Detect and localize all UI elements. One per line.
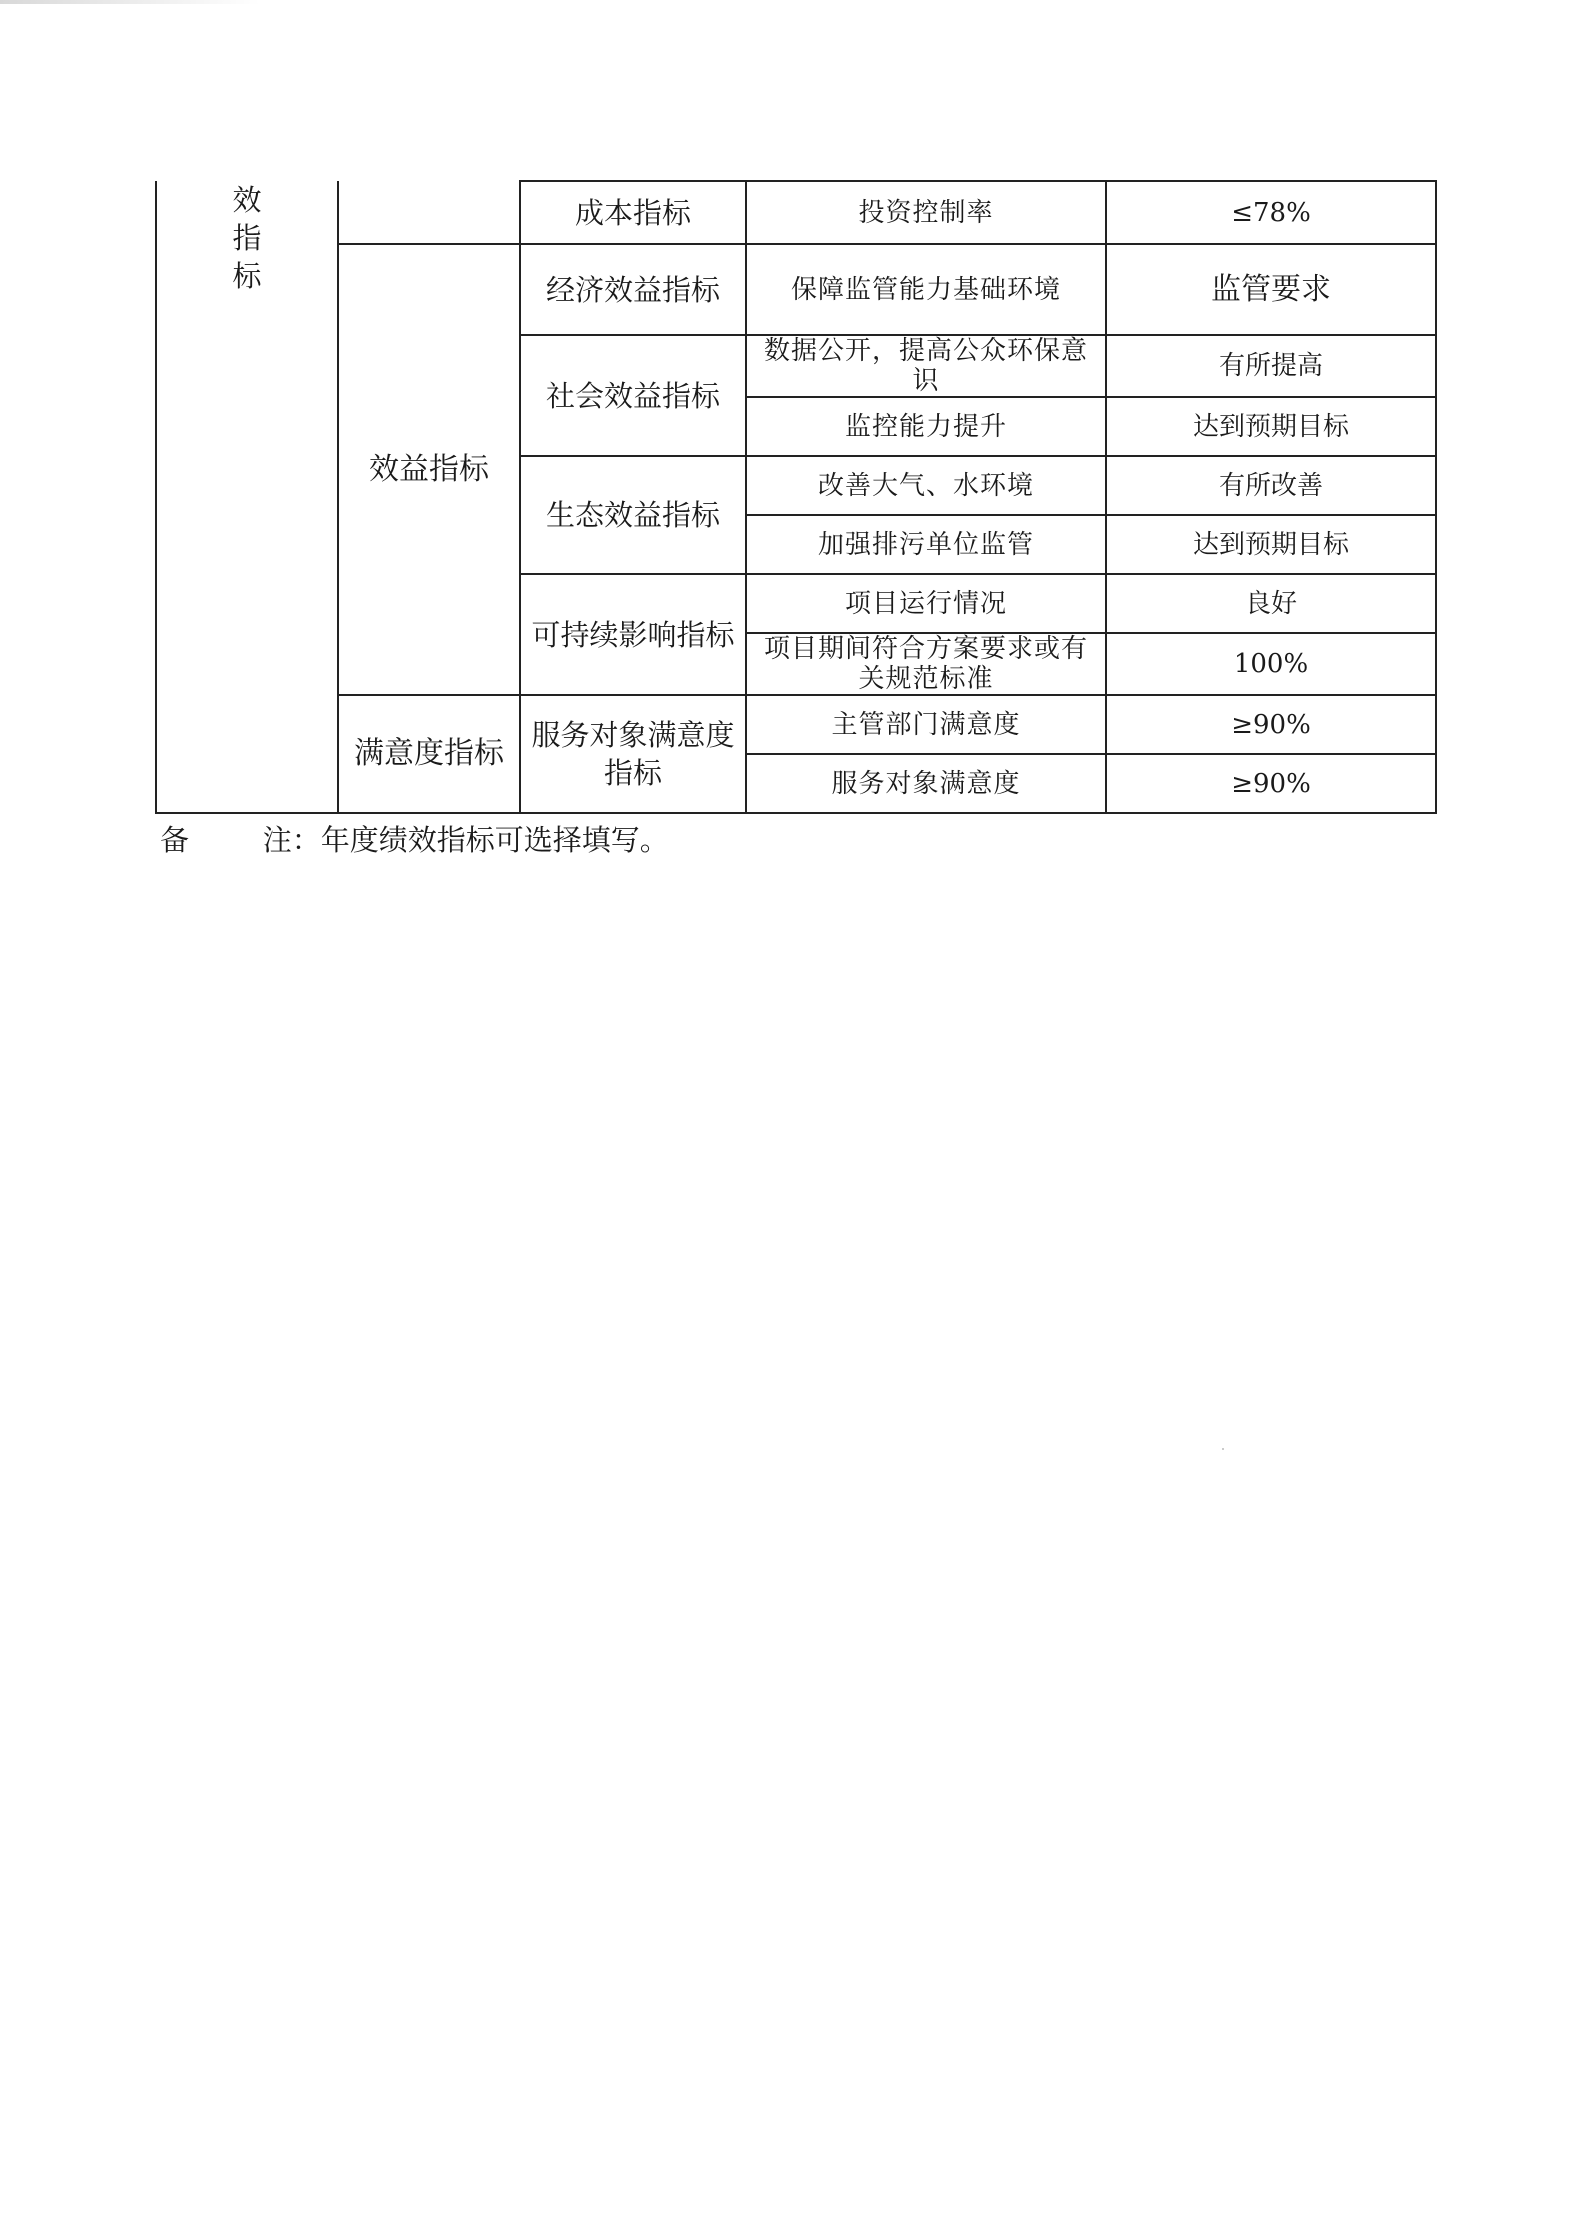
level2-indicator-cell: 满意度指标 [338,695,520,813]
target-value-cell: 监管要求 [1106,244,1436,335]
level1-indicator-label: 效指标 [232,183,262,293]
table-footnote [160,822,669,858]
performance-indicator-table [155,180,1437,814]
indicator-cell: 监控能力提升 [746,397,1106,456]
level3-indicator-cell: 可持续影响指标 [520,574,746,695]
level2-indicator-cell-empty [338,181,520,244]
target-value-cell: 达到预期目标 [1106,397,1436,456]
target-value-cell: 良好 [1106,574,1436,633]
table-row [156,695,1436,754]
level3-indicator-cell: 生态效益指标 [520,456,746,574]
indicator-cell: 改善大气、水环境 [746,456,1106,515]
target-value-cell: 有所提高 [1106,335,1436,397]
target-value-cell: ≥90% [1106,754,1436,813]
indicator-cell: 投资控制率 [746,181,1106,244]
target-value-cell: ≥90% [1106,695,1436,754]
level3-indicator-cell: 成本指标 [520,181,746,244]
target-value-cell: 100% [1106,633,1436,695]
indicator-cell: 服务对象满意度 [746,754,1106,813]
target-value-cell: 达到预期目标 [1106,515,1436,574]
scan-edge-mark [0,0,260,4]
target-value-cell: 有所改善 [1106,456,1436,515]
footnote-label: 备 [160,823,190,857]
level2-indicator-cell: 效益指标 [338,244,520,695]
table-row [156,244,1436,335]
target-value-cell: ≤78% [1106,181,1436,244]
level3-indicator-cell: 经济效益指标 [520,244,746,335]
indicator-cell: 项目期间符合方案要求或有关规范标准 [746,633,1106,695]
indicator-cell: 保障监管能力基础环境 [746,244,1106,335]
indicator-cell: 加强排污单位监管 [746,515,1106,574]
level1-indicator-cell [156,181,338,813]
level3-indicator-cell: 社会效益指标 [520,335,746,456]
indicator-cell: 数据公开，提高公众环保意识 [746,335,1106,397]
scan-speck [1222,1448,1224,1450]
indicator-cell: 主管部门满意度 [746,695,1106,754]
footnote-text: 注：年度绩效指标可选择填写。 [262,823,669,857]
indicator-cell: 项目运行情况 [746,574,1106,633]
level3-indicator-cell: 服务对象满意度指标 [520,695,746,813]
table-row [156,181,1436,244]
